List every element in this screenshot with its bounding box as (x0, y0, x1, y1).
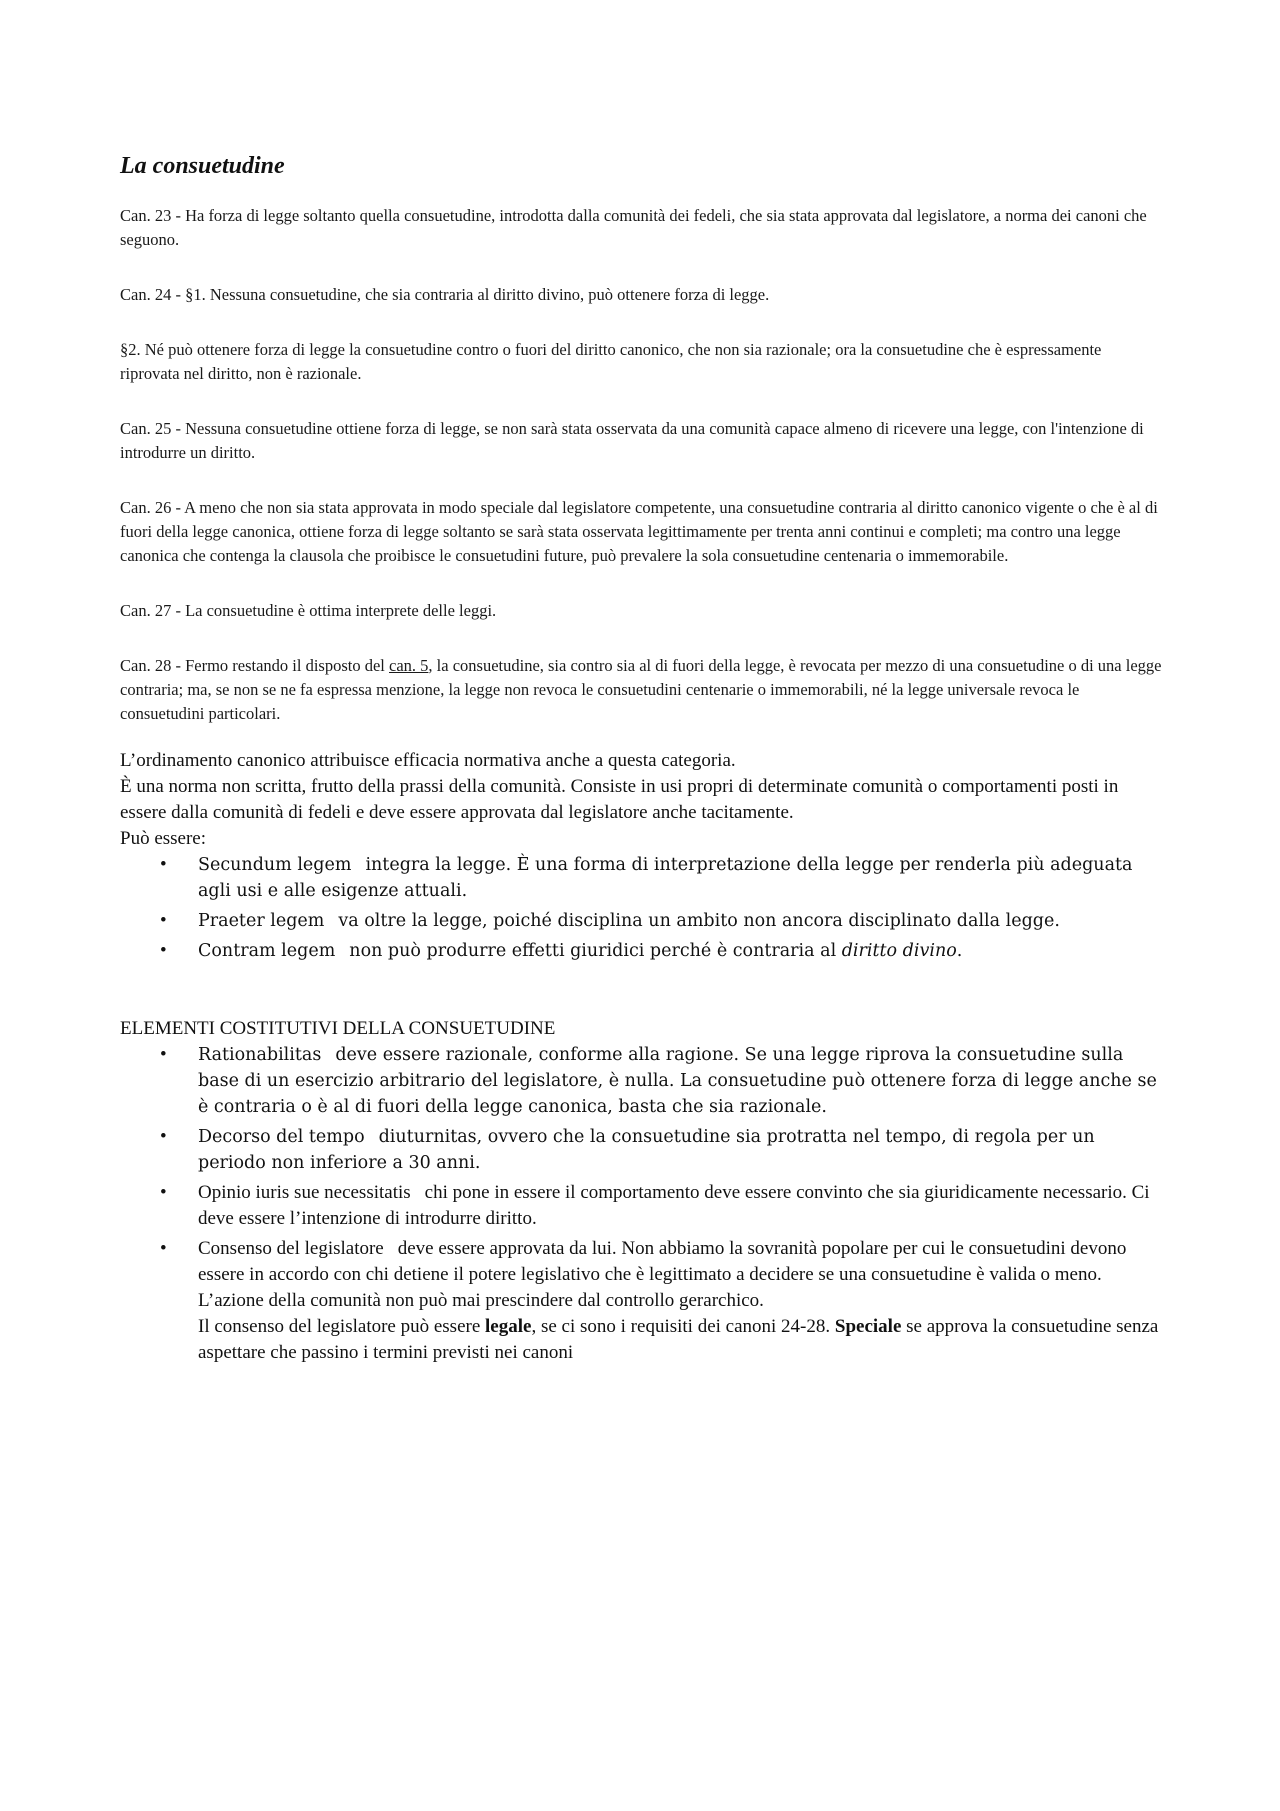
element-term: Opinio iuris sue necessitatis (198, 1182, 411, 1203)
canon-24-par-1: Can. 24 - §1. Nessuna consuetudine, che sia contraria al diritto divino, può ottenere forza di legge. (120, 285, 770, 304)
element-text: chi pone in essere il comportamento deve essere convinto che sia giuridicamente necessario. Ci deve essere l’intenzione di introdurre diritto. (198, 1182, 1150, 1229)
canon-28 (120, 654, 1165, 726)
bullet-icon: • (160, 854, 167, 875)
type-text: va oltre la legge, poiché disciplina un ambito non ancora disciplinato dalla legge. (338, 911, 1060, 931)
intro-can-be: Può essere: (120, 828, 207, 849)
type-text: integra la legge. È una forma di interpretazione della legge per renderla più adeguata agli usi e alle esigenze attuali. (198, 855, 1133, 901)
list-item (120, 852, 1165, 904)
consenso-term: Consenso del legislatore (198, 1238, 384, 1259)
custom-types-list (120, 852, 1165, 964)
consenso-line-3-before: Il consenso del legislatore può essere (198, 1316, 486, 1337)
consenso-line-3 (198, 1314, 1165, 1366)
list-item (120, 1236, 1165, 1366)
list-item (120, 1042, 1165, 1120)
consenso-line-3-mid: , se ci sono i requisiti dei canoni 24-28. (531, 1316, 835, 1337)
element-term: Decorso del tempo (198, 1127, 365, 1147)
element-text: deve essere razionale, conforme alla ragione. Se una legge riprova la consuetudine sulla base di un esercizio arbitrario del legislatore, è nulla. La consuetudine può ottenere forza di legge anche se è contraria o è al di fuori della legge canonica, basta che sia razionale. (198, 1045, 1157, 1117)
bullet-icon: • (160, 910, 167, 931)
canon-24-par-2: §2. Né può ottenere forza di legge la consuetudine contro o fuori del diritto canonico, che non sia razionale; ora la consuetudine che è espressamente riprovata nel diritto, non è razionale. (120, 340, 1102, 383)
consenso-line-3-after: se approva la consuetudine senza aspettare che passino i termini previsti nei canoni (198, 1316, 1159, 1363)
list-item (120, 938, 1165, 964)
canon-5-link[interactable]: can. 5 (389, 656, 429, 675)
type-tail: . (956, 941, 963, 961)
bullet-icon: • (160, 1044, 167, 1065)
type-term: Secundum legem (198, 855, 352, 875)
bullet-icon: • (160, 940, 167, 961)
speciale-label: Speciale (834, 1316, 902, 1337)
element-term: Rationabilitas (198, 1045, 322, 1065)
type-text: non può produrre effetti giuridici perché è contraria al (349, 941, 842, 961)
type-term: Contram legem (198, 941, 336, 961)
list-item (120, 908, 1165, 934)
canon-26: Can. 26 - A meno che non sia stata approvata in modo speciale dal legislatore competente, una consuetudine contraria al diritto canonico vigente o che è al di fuori della legge canonica, ottiene forza di legge soltanto se sarà stata osservata legittimamente per trenta anni continui e completi; ma contro una legge canonica che contenga la clausola che proibisce le consuetudini future, può prevalere la sola consuetudine centenaria o immemorabile. (120, 498, 1158, 565)
consenso-text: deve essere approvata da lui. Non abbiamo la sovranità popolare per cui le consuetudini devono essere in accordo con chi detiene il potere legislativo che è legittimato a decidere se una consuetudine è valida o meno. (198, 1238, 1127, 1285)
bullet-icon: • (160, 1126, 167, 1147)
elements-list (120, 1042, 1165, 1366)
canon-27: Can. 27 - La consuetudine è ottima interprete delle leggi. (120, 601, 497, 620)
legale-label: legale (485, 1316, 532, 1337)
type-italic: diritto divino (841, 941, 957, 961)
intro-line-1: L’ordinamento canonico attribuisce efficacia normativa anche a questa categoria. (120, 750, 736, 771)
element-text: diuturnitas, ovvero che la consuetudine sia protratta nel tempo, di regola per un periodo non inferiore a 30 anni. (198, 1127, 1095, 1173)
list-item (120, 1180, 1165, 1232)
canon-25: Can. 25 - Nessuna consuetudine ottiene forza di legge, se non sarà stata osservata da una comunità capace almeno di ricevere una legge, con l'intenzione di introdurre un diritto. (120, 419, 1144, 462)
consenso-line-2: L’azione della comunità non può mai prescindere dal controllo gerarchico. (198, 1290, 764, 1311)
elements-heading: ELEMENTI COSTITUTIVI DELLA CONSUETUDINE (120, 1018, 556, 1039)
canon-28-text-after: , la consuetudine, sia contro sia al di fuori della legge, è revocata per mezzo di una consuetudine o di una legge contraria; ma, se non se ne fa espressa menzione, la legge non revoca le consuetudini centenarie o immemorabili, né la legge universale revoca le consuetudini particolari. (120, 656, 1162, 723)
canon-23: Can. 23 - Ha forza di legge soltanto quella consuetudine, introdotta dalla comunità dei fedeli, che sia stata approvata dal legislatore, a norma dei canoni che seguono. (120, 206, 1147, 249)
document-content (120, 150, 1165, 1370)
page-title: La consuetudine (120, 153, 285, 179)
type-term: Praeter legem (198, 911, 325, 931)
bullet-icon: • (160, 1182, 167, 1203)
intro-paragraph: È una norma non scritta, frutto della prassi della comunità. Consiste in usi propri di determinate comunità o comportamenti posti in essere dalla comunità di fedeli e deve essere approvata dal legislatore anche tacitamente. (120, 776, 1119, 823)
section-gap (120, 968, 1165, 1016)
canon-28-text-before: Can. 28 - Fermo restando il disposto del (120, 656, 390, 675)
list-item (120, 1124, 1165, 1176)
bullet-icon: • (160, 1238, 167, 1259)
